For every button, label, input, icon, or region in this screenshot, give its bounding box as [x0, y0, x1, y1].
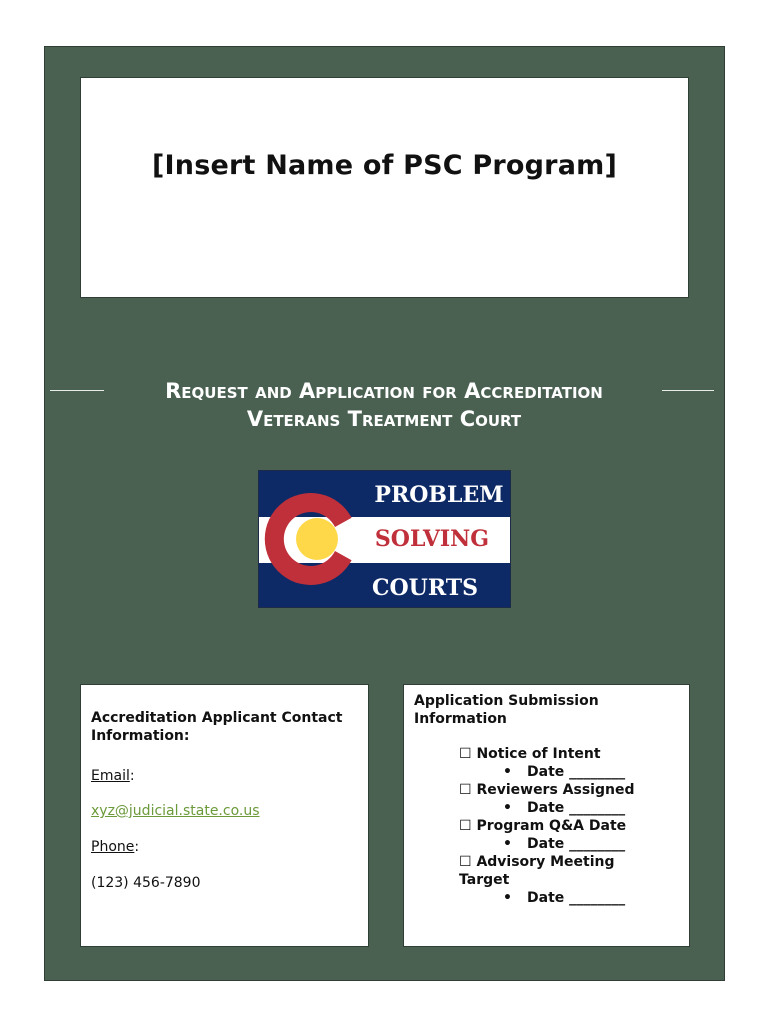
checkbox-icon[interactable]: ☐: [459, 782, 472, 798]
logo-text-solving: SOLVING: [374, 526, 490, 552]
submission-info-panel: [403, 684, 690, 947]
logo-text-problem: PROBLEM: [374, 482, 504, 508]
email-value-line: [91, 802, 260, 820]
email-label: Email: [91, 768, 130, 784]
checklist-date: Date ________: [527, 764, 626, 780]
submission-info-title: Application Submission Information: [414, 693, 599, 727]
checklist-date: Date ________: [527, 800, 626, 816]
bullet-icon: •: [503, 890, 512, 906]
checklist-item-notice: [459, 745, 684, 763]
contact-info-panel: [80, 684, 369, 947]
checklist-item-label: Reviewers Assigned: [476, 782, 635, 798]
checklist-date: Date ________: [527, 836, 626, 852]
program-title-box: [80, 77, 689, 298]
phone-label: Phone: [91, 839, 135, 855]
checklist-date-line: [459, 763, 684, 781]
checkbox-icon[interactable]: ☐: [459, 746, 472, 762]
checkbox-icon[interactable]: ☐: [459, 818, 472, 834]
checklist-date-line: [459, 889, 684, 907]
document-heading-line2: Veterans Treatment Court: [246, 407, 522, 431]
heading-rule-right: [662, 390, 714, 391]
checklist-item-label: Advisory Meeting Target: [459, 854, 615, 888]
email-label-line: [91, 767, 135, 785]
checkbox-icon[interactable]: ☐: [459, 854, 472, 870]
checklist-date-line: [459, 835, 684, 853]
bullet-icon: •: [503, 836, 512, 852]
phone-label-line: [91, 838, 139, 856]
submission-checklist: [459, 745, 684, 907]
phone-value: (123) 456-7890: [91, 875, 201, 891]
email-label-colon: :: [129, 768, 135, 784]
checklist-item-label: Program Q&A Date: [476, 818, 627, 834]
document-heading-line1: Request and Application for Accreditation: [165, 379, 603, 403]
logo-gold-disc: [296, 518, 338, 560]
program-title: [Insert Name of PSC Program]: [151, 150, 617, 181]
phone-label-colon: :: [134, 839, 140, 855]
checklist-item-label: Notice of Intent: [476, 746, 601, 762]
checklist-date: Date ________: [527, 890, 626, 906]
bullet-icon: •: [503, 764, 512, 780]
checklist-item-qa: [459, 817, 684, 835]
checklist-date-line: [459, 799, 684, 817]
heading-rule-left: [50, 390, 104, 391]
checklist-item-reviewers: [459, 781, 684, 799]
email-link[interactable]: xyz@judicial.state.co.us: [91, 803, 260, 819]
contact-info-title: Accreditation Applicant Contact Information:: [91, 710, 343, 744]
checklist-item-advisory: [459, 853, 634, 889]
bullet-icon: •: [503, 800, 512, 816]
problem-solving-courts-logo: [258, 470, 511, 608]
logo-text-courts: COURTS: [371, 575, 479, 601]
